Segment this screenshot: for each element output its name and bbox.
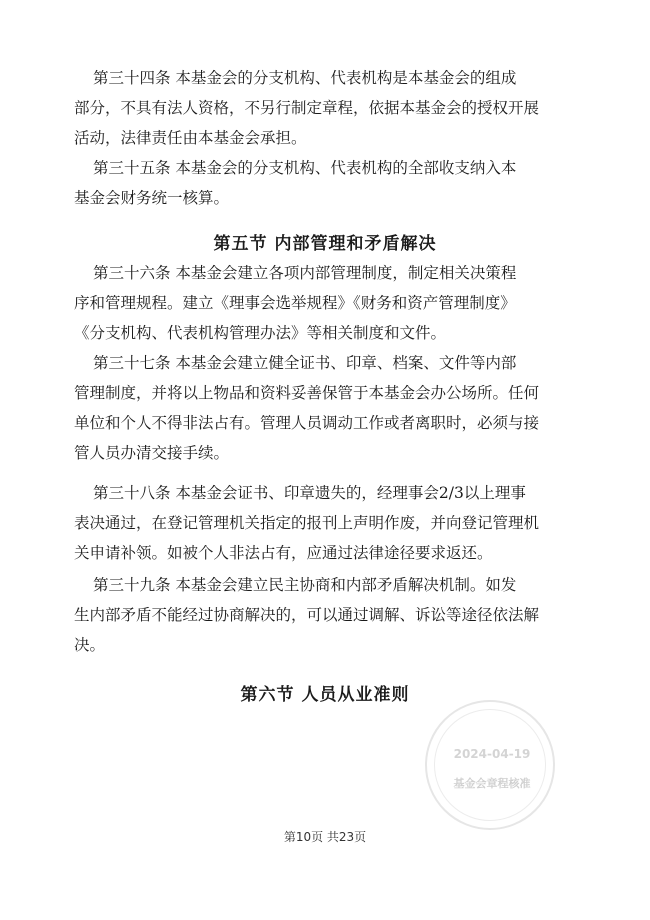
text-line: 决。 xyxy=(74,636,106,654)
text-line: 生内部矛盾不能经过协商解决的，可以通过调解、诉讼等途径依法解 xyxy=(74,606,540,624)
text-line: 活动，法律责任由本基金会承担。 xyxy=(74,129,307,147)
text-line: 基金会财务统一核算。 xyxy=(74,189,230,207)
article-37 xyxy=(74,348,608,468)
section-heading-5: 第五节 内部管理和矛盾解决 xyxy=(213,234,437,254)
text-line: 表决通过，在登记管理机关指定的报刊上声明作废，并向登记管理机 xyxy=(74,514,540,532)
page-number: 第10页 共23页 xyxy=(283,830,367,844)
article-39 xyxy=(74,570,608,660)
approval-stamp xyxy=(425,700,555,830)
text-line: 部分，不具有法人资格，不另行制定章程，依据本基金会的授权开展 xyxy=(74,99,540,117)
text-line: 第三十九条 本基金会建立民主协商和内部矛盾解决机制。如发 xyxy=(93,576,517,594)
stamp-inner-ring xyxy=(434,709,546,821)
text-line: 第三十七条 本基金会建立健全证书、印章、档案、文件等内部 xyxy=(93,354,517,372)
text-line: 《分支机构、代表机构管理办法》等相关制度和文件。 xyxy=(74,324,447,342)
section-heading-6: 第六节 人员从业准则 xyxy=(240,685,410,705)
text-line: 第三十五条 本基金会的分支机构、代表机构的全部收支纳入本 xyxy=(93,159,517,177)
text-line: 第三十四条 本基金会的分支机构、代表机构是本基金会的组成 xyxy=(93,69,517,87)
article-38 xyxy=(74,478,608,568)
text-line: 单位和个人不得非法占有。管理人员调动工作或者离职时，必须与接 xyxy=(74,414,540,432)
text-line: 关申请补领。如被个人非法占有，应通过法律途径要求返还。 xyxy=(74,544,493,562)
text-line: 第三十六条 本基金会建立各项内部管理制度，制定相关决策程 xyxy=(93,264,517,282)
text-line: 第三十八条 本基金会证书、印章遗失的，经理事会2/3以上理事 xyxy=(93,484,526,502)
stamp-date: 2024-04-19 xyxy=(453,747,531,761)
article-34 xyxy=(74,63,608,153)
text-line: 序和管理规程。建立《理事会选举规程》《财务和资产管理制度》 xyxy=(74,294,516,312)
article-36 xyxy=(74,258,608,348)
text-line: 管理制度，并将以上物品和资料妥善保管于本基金会办公场所。任何 xyxy=(74,384,540,402)
text-line: 管人员办清交接手续。 xyxy=(74,444,230,462)
article-35 xyxy=(74,153,608,213)
stamp-text: 基金会章程核准 xyxy=(453,777,531,790)
